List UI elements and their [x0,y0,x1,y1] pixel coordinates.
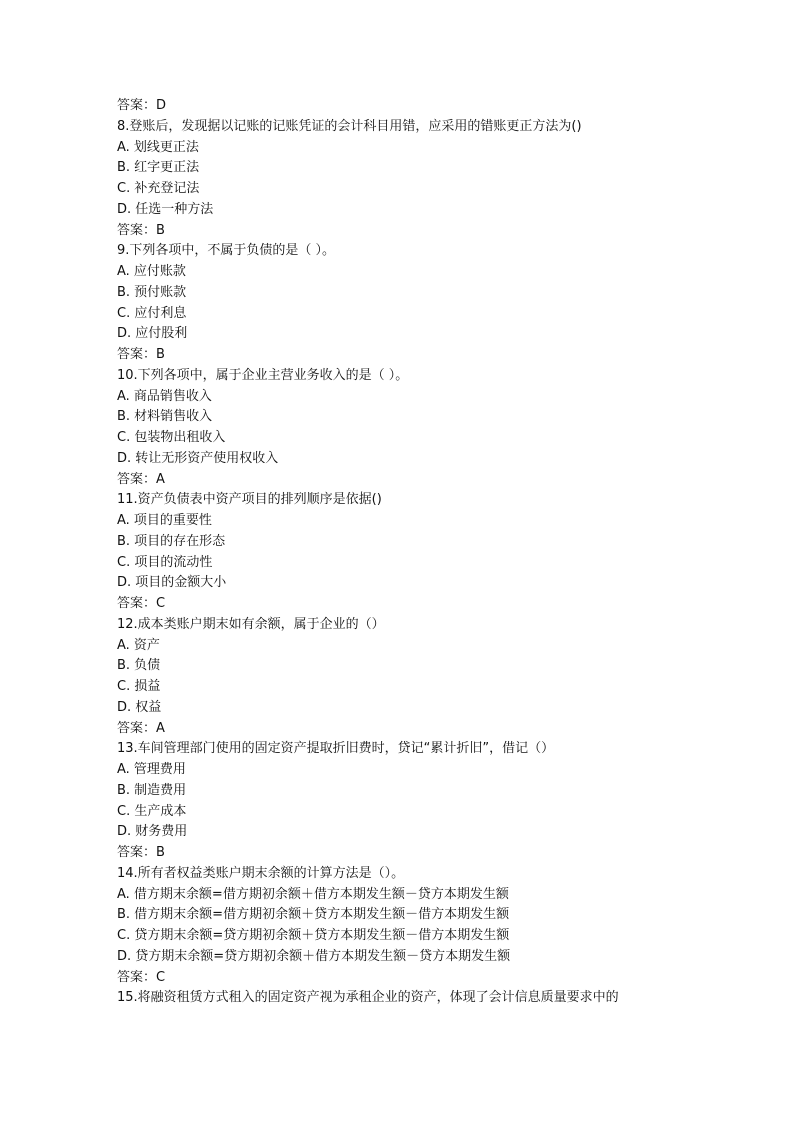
answer-option: A. 资产 [117,637,160,653]
answer-option: B. 负债 [117,658,161,674]
answer-option: A. 借方期末余额=借方期初余额＋借方本期发生额－贷方本期发生额 [117,886,509,902]
answer-option: B. 制造费用 [117,782,187,798]
answer-option: D. 财务费用 [117,824,188,840]
answer-option: D. 权益 [117,699,162,715]
answer-key: 答案：B [117,347,165,362]
answer-option: D. 贷方期末余额=贷方期初余额＋借方本期发生额－贷方本期发生额 [117,948,511,964]
answer-option: A. 应付账款 [117,264,186,279]
answer-option: A. 管理费用 [117,762,186,777]
question-text: 12.成本类账户期末如有余额，属于企业的（） [117,616,385,632]
question-text: 13.车间管理部门使用的固定资产提取折旧费时，贷记“累计折旧”，借记（） [117,741,555,757]
answer-option: C. 应付利息 [117,305,187,321]
answer-option: C. 项目的流动性 [117,554,213,570]
answer-option: A. 项目的重要性 [117,513,212,528]
question-text: 11.资产负债表中资产项目的排列顺序是依据() [117,492,382,508]
question-text: 10.下列各项中，属于企业主营业务收入的是（ ）。 [117,367,409,383]
answer-option: D. 任选一种方法 [117,201,214,217]
question-text: 14.所有者权益类账户期末余额的计算方法是（）。 [117,865,405,881]
answer-option: C. 包装物出租收入 [117,430,226,445]
answer-option: B. 材料销售收入 [117,409,213,425]
answer-option: D. 项目的金额大小 [117,575,227,591]
answer-option: D. 转让无形资产使用权收入 [117,450,279,466]
answer-key: 答案：A [117,720,165,736]
answer-key: 答案：D [117,98,167,113]
document-page [117,96,757,1009]
question-text: 8.登账后，发现据以记账的记账凭证的会计科目用错，应采用的错账更正方法为() [117,118,582,134]
answer-option: B. 红字更正法 [117,160,200,176]
answer-option: B. 项目的存在形态 [117,533,226,549]
answer-key: 答案：C [117,596,166,611]
answer-key: 答案：B [117,222,165,238]
answer-option: C. 损益 [117,679,161,694]
answer-option: C. 生产成本 [117,803,187,819]
answer-key: 答案：C [117,969,166,985]
answer-option: A. 划线更正法 [117,139,199,155]
answer-option: B. 预付账款 [117,284,187,300]
answer-key: 答案：B [117,845,165,860]
answer-key: 答案：A [117,471,165,487]
question-text: 15.将融资租赁方式租入的固定资产视为承租企业的资产，体现了会计信息质量要求中的 [117,990,619,1006]
answer-option: B. 借方期末余额=借方期初余额＋贷方本期发生额－借方本期发生额 [117,907,510,923]
answer-option: D. 应付股利 [117,326,188,342]
answer-option: A. 商品销售收入 [117,388,212,404]
answer-option: C. 贷方期末余额=贷方期初余额＋贷方本期发生额－借方本期发生额 [117,928,510,943]
question-text: 9.下列各项中，不属于负债的是（ ）。 [117,243,336,259]
answer-option: C. 补充登记法 [117,181,200,196]
